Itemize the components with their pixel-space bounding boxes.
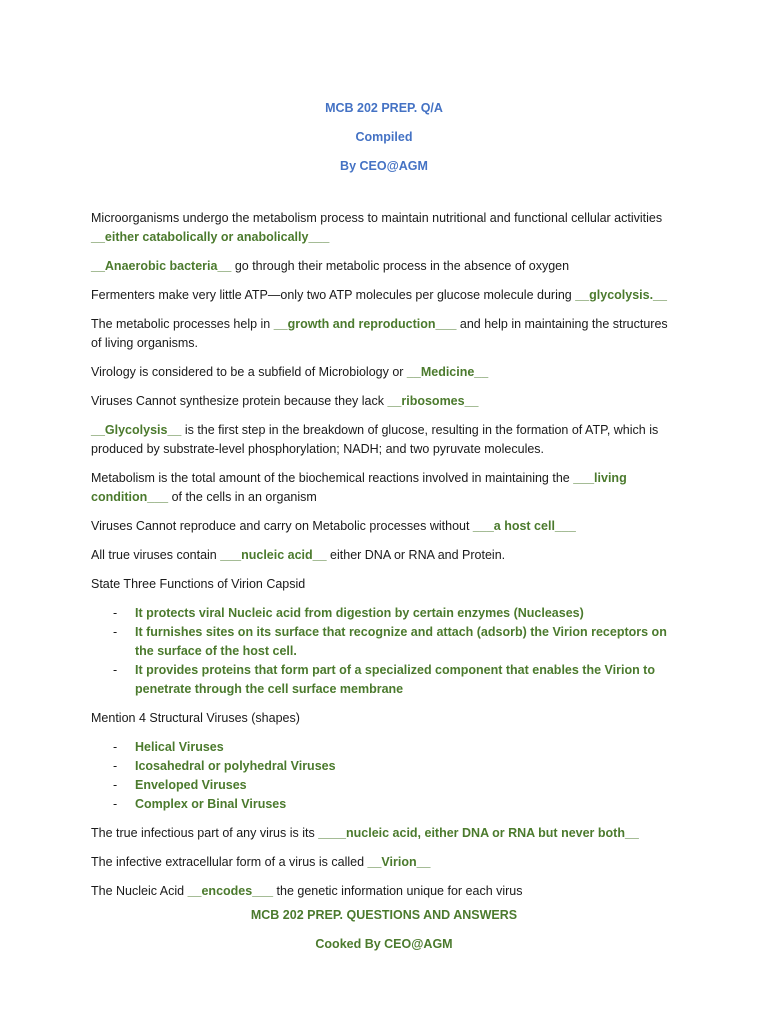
- qa-item-9: [91, 517, 681, 536]
- answer-text: __Anaerobic bacteria__: [91, 259, 232, 273]
- qa-item-8: [91, 469, 681, 507]
- question-text: Virology is considered to be a subfield of Microbiology or: [91, 365, 407, 379]
- qa-content: [91, 209, 681, 911]
- qa-item-2: [91, 257, 681, 276]
- footer-title: MCB 202 PREP. QUESTIONS AND ANSWERS: [250, 908, 518, 922]
- qa-item-4: [91, 315, 681, 353]
- qa-item-5: [91, 363, 681, 382]
- answer-text: __glycolysis.__: [575, 288, 667, 302]
- qa-item-13: [91, 824, 681, 843]
- list-item: - Complex or Binal Viruses: [91, 795, 681, 814]
- question-text: the genetic information unique for each virus: [273, 884, 523, 898]
- list-item: - Icosahedral or polyhedral Viruses: [91, 757, 681, 776]
- answer-text: ___living condition___: [91, 471, 627, 504]
- list-item: - It provides proteins that form part of a specialized component that enables the Virion to penetrate through the cell surface membrane: [91, 661, 681, 699]
- qa-item-12: [91, 709, 681, 728]
- answer-text: ___a host cell___: [472, 519, 576, 533]
- question-text: The metabolic processes help in: [91, 317, 274, 331]
- list-item: - It furnishes sites on its surface that recognize and attach (adsorb) the Virion receptors on the surface of the host cell.: [91, 623, 681, 661]
- answer-text: __ribosomes__: [387, 394, 479, 408]
- qa-item-6: [91, 392, 681, 411]
- qa-item-11: [91, 575, 681, 594]
- qa-item-3: [91, 286, 681, 305]
- question-text: of the cells in an organism: [168, 490, 317, 504]
- question-text: State Three Functions of Virion Capsid: [91, 577, 306, 591]
- answer-text: __either catabolically or anabolically___: [91, 230, 330, 244]
- capsid-functions-list: [91, 604, 681, 699]
- document-footer: [0, 901, 768, 959]
- question-text: go through their metabolic process in the absence of oxygen: [231, 259, 570, 273]
- answer-text: __growth and reproduction___: [273, 317, 457, 331]
- list-item: - Helical Viruses: [91, 738, 681, 757]
- question-text: The infective extracellular form of a virus is called: [91, 855, 368, 869]
- question-text: Mention 4 Structural Viruses (shapes): [91, 711, 300, 725]
- answer-text: __encodes___: [187, 884, 274, 898]
- answer-text: ____nucleic acid, either DNA or RNA but never both__: [318, 826, 639, 840]
- header-compiled: Compiled: [355, 130, 413, 144]
- question-text: Fermenters make very little ATP—only two ATP molecules per glucose molecule during: [91, 288, 576, 302]
- list-item: - It protects viral Nucleic acid from digestion by certain enzymes (Nucleases): [91, 604, 681, 623]
- question-text: is the first step in the breakdown of glucose, resulting in the formation of ATP, which is produced by substrate-level phosphorylation; NADH; and two pyruvate molecules.: [91, 423, 659, 456]
- footer-author: Cooked By CEO@AGM: [315, 937, 453, 951]
- question-text: Microorganisms undergo the metabolism process to maintain nutritional and functional cellular activities: [91, 211, 663, 225]
- answer-text: __Glycolysis__: [91, 423, 182, 437]
- question-text: Metabolism is the total amount of the biochemical reactions involved in maintaining the: [91, 471, 574, 485]
- answer-text: __Medicine__: [406, 365, 489, 379]
- qa-item-14: [91, 853, 681, 872]
- question-text: The true infectious part of any virus is its: [91, 826, 319, 840]
- header-author: By CEO@AGM: [340, 159, 428, 173]
- document-header: [0, 94, 768, 181]
- question-text: Viruses Cannot synthesize protein because they lack: [91, 394, 388, 408]
- answer-text: __Virion__: [367, 855, 431, 869]
- question-text: either DNA or RNA and Protein.: [326, 548, 506, 562]
- question-text: The Nucleic Acid: [91, 884, 188, 898]
- qa-item-15: [91, 882, 681, 901]
- list-item: - Enveloped Viruses: [91, 776, 681, 795]
- qa-item-7: [91, 421, 681, 459]
- qa-item-10: [91, 546, 681, 565]
- question-text: Viruses Cannot reproduce and carry on Metabolic processes without: [91, 519, 473, 533]
- virus-shapes-list: [91, 738, 681, 814]
- answer-text: ___nucleic acid__: [220, 548, 327, 562]
- header-title: MCB 202 PREP. Q/A: [325, 101, 443, 115]
- question-text: and help in maintaining the structures of living organisms.: [91, 317, 668, 350]
- question-text: All true viruses contain: [91, 548, 221, 562]
- qa-item-1: [91, 209, 681, 247]
